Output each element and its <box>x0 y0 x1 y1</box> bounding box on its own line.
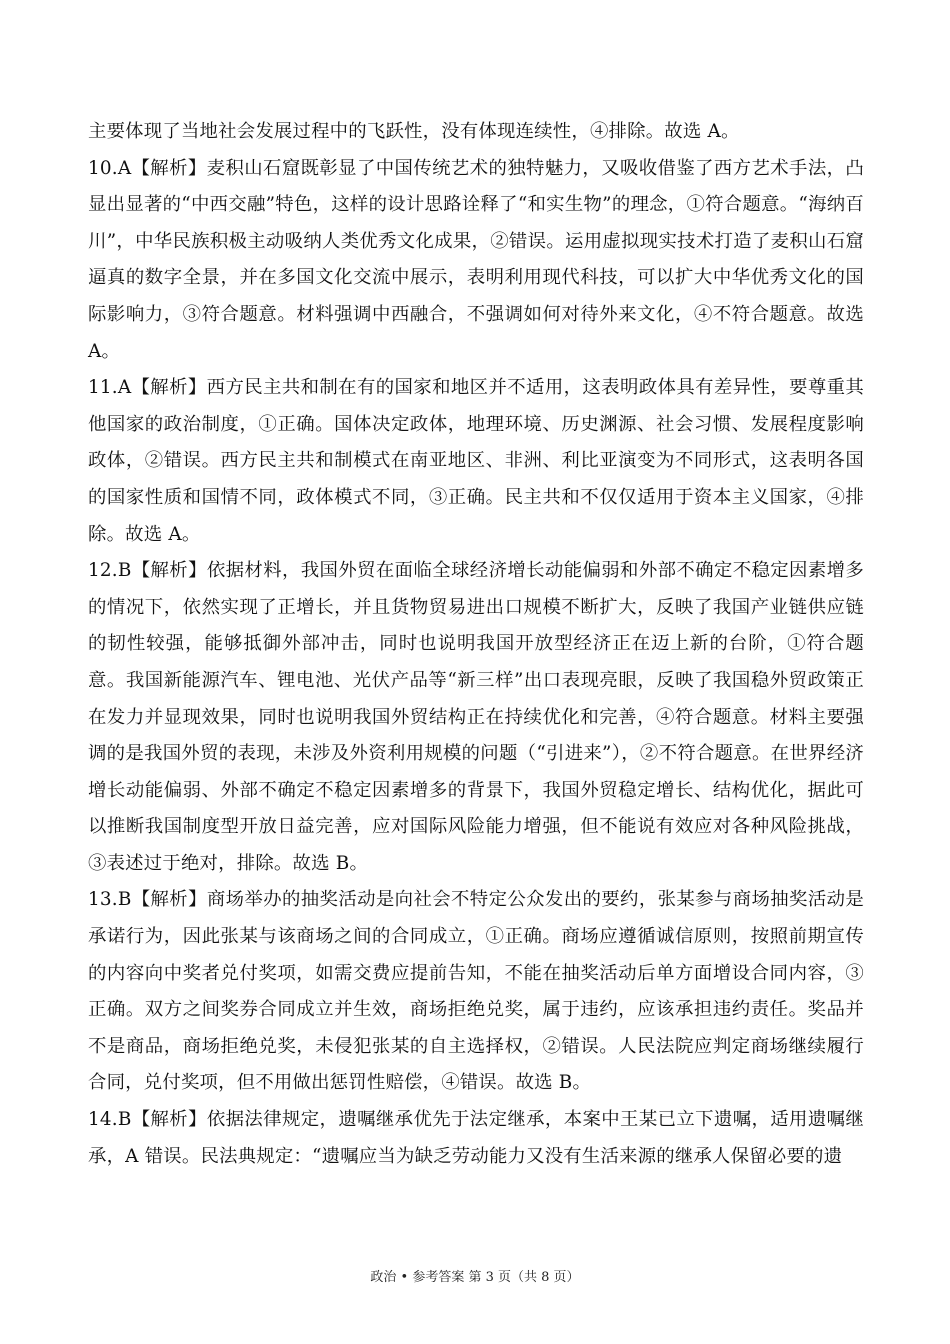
answer-12: 12.B【解析】依据材料，我国外贸在面临全球经济增长动能偏弱和外部不确定不稳定因素增多的情况下，依然实现了正增长，并且货物贸易进出口规模不断扩大，反映了我国产业链供应链的韧性较强，能够抵御外部冲击，同时也说明我国开放型经济正在迈上新的台阶，①符合题意。我国新能源汽车、锂电池、光伏产品等“新三样”出口表现亮眼，反映了我国稳外贸政策正在发力并显现效果，同时也说明我国外贸结构正在持续优化和完善，④符合题意。材料主要强调的是我国外贸的表现，未涉及外资利用规模的问题（“引进来”），②不符合题意。在世界经济增长动能偏弱、外部不确定不稳定因素增多的背景下，我国外贸稳定增长、结构优化，据此可以推断我国制度型开放日益完善，应对国际风险能力增强，但不能说有效应对各种风险挑战，③表述过于绝对，排除。故选 B。 <box>88 560 864 874</box>
answer-11: 11.A【解析】西方民主共和制在有的国家和地区并不适用，这表明政体具有差异性，要尊重其他国家的政治制度，①正确。国体决定政体，地理环境、历史渊源、社会习惯、发展程度影响政体，②错误。西方民主共和制模式在南亚地区、非洲、利比亚演变为不同形式，这表明各国的国家性质和国情不同，政体模式不同，③正确。民主共和不仅仅适用于资本主义国家，④排除。故选 A。 <box>88 377 864 545</box>
paragraph-continuation: 主要体现了当地社会发展过程中的飞跃性，没有体现连续性，④排除。故选 A。 <box>88 121 740 142</box>
answer-13: 13.B【解析】商场举办的抽奖活动是向社会不特定公众发出的要约，张某参与商场抽奖活动是承诺行为，因此张某与该商场之间的合同成立，①正确。商场应遵循诚信原则，按照前期宣传的内容向中奖者兑付奖项，如需交费应提前告知，不能在抽奖活动后单方面增设合同内容，③正确。双方之间奖券合同成立并生效，商场拒绝兑奖，属于违约，应该承担违约责任。奖品并不是商品，商场拒绝兑奖，未侵犯张某的自主选择权，②错误。人民法院应判定商场继续履行合同，兑付奖项，但不用做出惩罚性赔偿，④错误。故选 B。 <box>88 889 864 1094</box>
answer-10: 10.A【解析】麦积山石窟既彰显了中国传统艺术的独特魅力，又吸收借鉴了西方艺术手法，凸显出显著的“中西交融”特色，这样的设计思路诠释了“和实生物”的理念，①符合题意。“海纳百川”，中华民族积极主动吸纳人类优秀文化成果，②错误。运用虚拟现实技术打造了麦积山石窟逼真的数字全景，并在多国文化交流中展示，表明利用现代科技，可以扩大中华优秀文化的国际影响力，③符合题意。材料强调中西融合，不强调如何对待外来文化，④不符合题意。故选 A。 <box>88 157 864 362</box>
answer-text-body <box>88 114 864 1175</box>
answer-14: 14.B【解析】依据法律规定，遗嘱继承优先于法定继承，本案中王某已立下遗嘱，适用遗嘱继承，A 错误。民法典规定：“遗嘱应当为缺乏劳动能力又没有生活来源的继承人保留必要的遗 <box>88 1109 864 1167</box>
page-footer: 政治 • 参考答案 第 3 页（共 8 页） <box>370 1270 580 1285</box>
